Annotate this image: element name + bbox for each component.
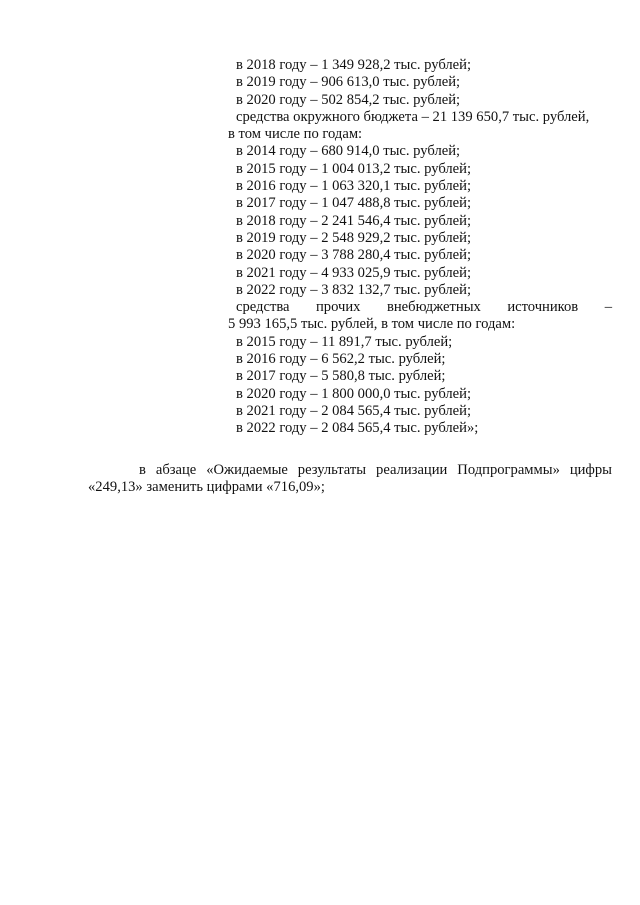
list-item: в 2020 году – 502 854,2 тыс. рублей;	[236, 91, 461, 108]
okrug-budget-line: средства окружного бюджета – 21 139 650,7 тыс. рублей,	[236, 108, 590, 125]
list-item: в 2020 году – 1 800 000,0 тыс. рублей;	[236, 385, 472, 402]
list-item: в 2018 году – 2 241 546,4 тыс. рублей;	[236, 212, 472, 229]
final-paragraph	[88, 462, 612, 497]
list-item: в 2018 году – 1 349 928,2 тыс. рублей;	[236, 57, 472, 73]
list-item: в 2015 году – 1 004 013,2 тыс. рублей;	[236, 160, 472, 177]
word: средства	[236, 299, 290, 316]
word: цифры	[569, 462, 612, 478]
word: источников	[507, 299, 579, 316]
word: реализации	[376, 462, 448, 478]
list-item: в 2022 году – 2 084 565,4 тыс. рублей»;	[236, 420, 479, 437]
funding-text-block	[228, 57, 612, 438]
list-item: в 2019 году – 2 548 929,2 тыс. рублей;	[236, 229, 472, 246]
list-item: в 2017 году – 5 580,8 тыс. рублей;	[236, 368, 446, 385]
word: в	[139, 462, 146, 478]
list-item: в 2016 году – 1 063 320,1 тыс. рублей;	[236, 178, 472, 195]
other-sources-line-cont: 5 993 165,5 тыс. рублей, в том числе по годам:	[228, 316, 516, 333]
word: абзаце	[155, 462, 197, 478]
final-paragraph-line2: «249,13» заменить цифрами «716,09»;	[88, 479, 325, 496]
other-sources-line	[228, 299, 612, 316]
word: Подпрограммы»	[457, 462, 560, 478]
word: «Ожидаемые	[206, 462, 288, 478]
final-paragraph-line1	[88, 462, 612, 479]
list-item: в 2016 году – 6 562,2 тыс. рублей;	[236, 351, 446, 368]
list-item: в 2015 году – 11 891,7 тыс. рублей;	[236, 333, 453, 350]
word: –	[604, 299, 612, 316]
okrug-budget-line-cont: в том числе по годам:	[228, 126, 363, 143]
list-item: в 2020 году – 3 788 280,4 тыс. рублей;	[236, 247, 472, 264]
list-item: в 2019 году – 906 613,0 тыс. рублей;	[236, 74, 461, 91]
word: внебюджетных	[386, 299, 481, 316]
list-item: в 2014 году – 680 914,0 тыс. рублей;	[236, 143, 461, 160]
word: результаты	[297, 462, 367, 478]
list-item: в 2022 году – 3 832 132,7 тыс. рублей;	[236, 281, 472, 298]
word: прочих	[316, 299, 361, 316]
list-item: в 2021 году – 4 933 025,9 тыс. рублей;	[236, 264, 472, 281]
list-item: в 2017 году – 1 047 488,8 тыс. рублей;	[236, 195, 472, 212]
list-item: в 2021 году – 2 084 565,4 тыс. рублей;	[236, 402, 472, 419]
